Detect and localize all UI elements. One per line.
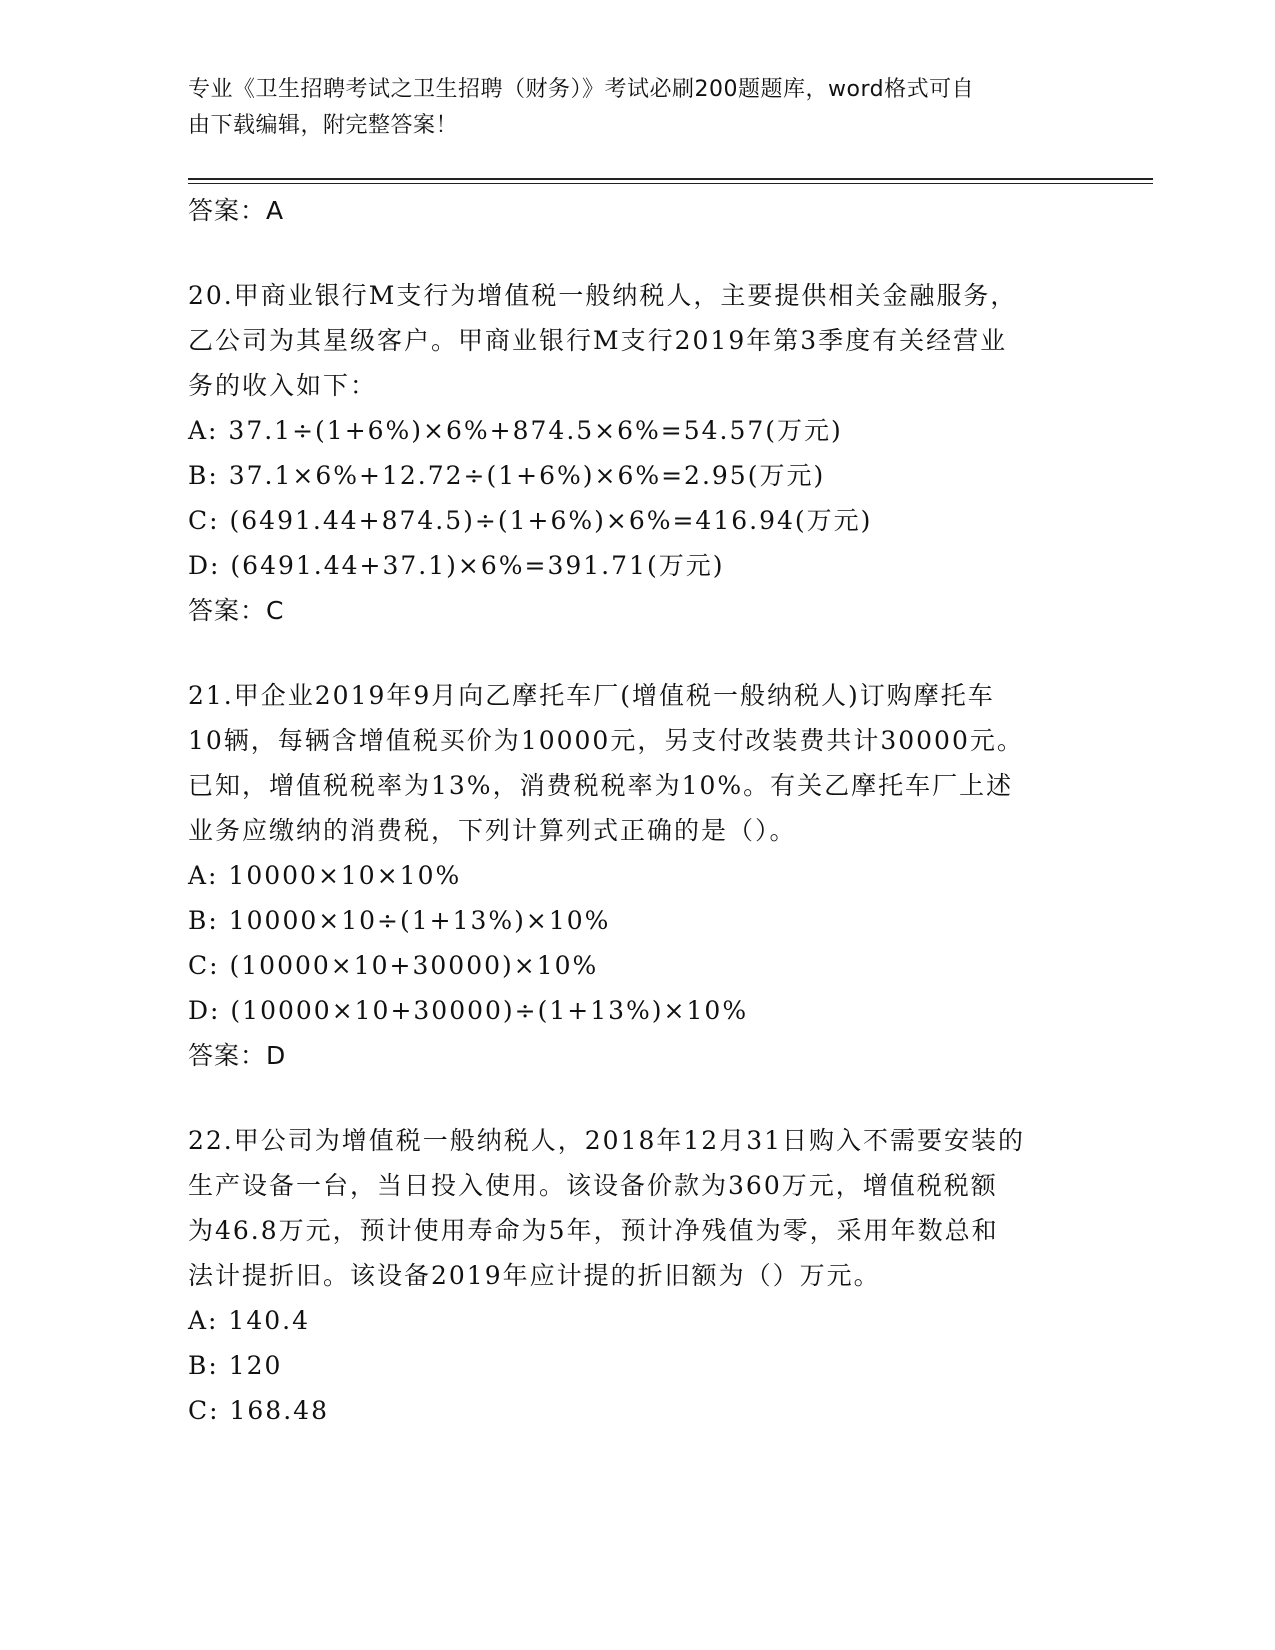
question-text-line: 已知，增值税税率为13%，消费税税率为10%。有关乙摩托车厂上述 bbox=[188, 771, 1014, 800]
question-22 bbox=[188, 1118, 1088, 1433]
page-header bbox=[188, 72, 1088, 144]
question-text-line: 21.甲企业2019年9月向乙摩托车厂(增值税一般纳税人)订购摩托车 bbox=[188, 681, 995, 710]
option-b: B: 120 bbox=[188, 1351, 283, 1380]
option-a: A: 140.4 bbox=[188, 1306, 310, 1335]
question-text-line: 业务应缴纳的消费税，下列计算列式正确的是（）。 bbox=[188, 816, 797, 845]
header-line-1: 专业《卫生招聘考试之卫生招聘（财务）》考试必刷200题题库，word格式可自 bbox=[188, 77, 975, 102]
spacer bbox=[188, 233, 1088, 273]
questions-content bbox=[188, 188, 1088, 1433]
question-text-line: 务的收入如下： bbox=[188, 371, 378, 400]
question-text-line: 乙公司为其星级客户。甲商业银行M支行2019年第3季度有关经营业 bbox=[188, 326, 1008, 355]
spacer bbox=[188, 633, 1088, 673]
header-divider-thick bbox=[188, 178, 1153, 180]
answer: 答案：D bbox=[188, 1041, 287, 1070]
question-text-line: 22.甲公司为增值税一般纳税人，2018年12月31日购入不需要安装的 bbox=[188, 1126, 1026, 1155]
question-text-line: 20.甲商业银行M支行为增值税一般纳税人，主要提供相关金融服务， bbox=[188, 281, 1018, 310]
header-line-2: 由下载编辑，附完整答案！ bbox=[188, 113, 459, 138]
header-divider-thin bbox=[188, 183, 1153, 184]
previous-answer: 答案：A bbox=[188, 196, 285, 225]
question-text-line: 法计提折旧。该设备2019年应计提的折旧额为（）万元。 bbox=[188, 1261, 881, 1290]
question-20 bbox=[188, 273, 1088, 633]
option-c: C: 168.48 bbox=[188, 1396, 329, 1425]
answer: 答案：C bbox=[188, 596, 285, 625]
question-text-line: 生产设备一台，当日投入使用。该设备价款为360万元，增值税税额 bbox=[188, 1171, 998, 1200]
option-b: B: 37.1×6%+12.72÷(1+6%)×6%=2.95(万元) bbox=[188, 461, 826, 490]
option-d: D: (6491.44+37.1)×6%=391.71(万元) bbox=[188, 551, 725, 580]
spacer bbox=[188, 1078, 1088, 1118]
option-b: B: 10000×10÷(1+13%)×10% bbox=[188, 906, 611, 935]
option-a: A: 10000×10×10% bbox=[188, 861, 462, 890]
option-a: A: 37.1÷(1+6%)×6%+874.5×6%=54.57(万元) bbox=[188, 416, 843, 445]
option-c: C: (10000×10+30000)×10% bbox=[188, 951, 599, 980]
question-text-line: 10辆，每辆含增值税买价为10000元，另支付改装费共计30000元。 bbox=[188, 726, 1024, 755]
option-c: C: (6491.44+874.5)÷(1+6%)×6%=416.94(万元) bbox=[188, 506, 873, 535]
question-21 bbox=[188, 673, 1088, 1078]
question-text-line: 为46.8万元，预计使用寿命为5年，预计净残值为零，采用年数总和 bbox=[188, 1216, 999, 1245]
option-d: D: (10000×10+30000)÷(1+13%)×10% bbox=[188, 996, 749, 1025]
